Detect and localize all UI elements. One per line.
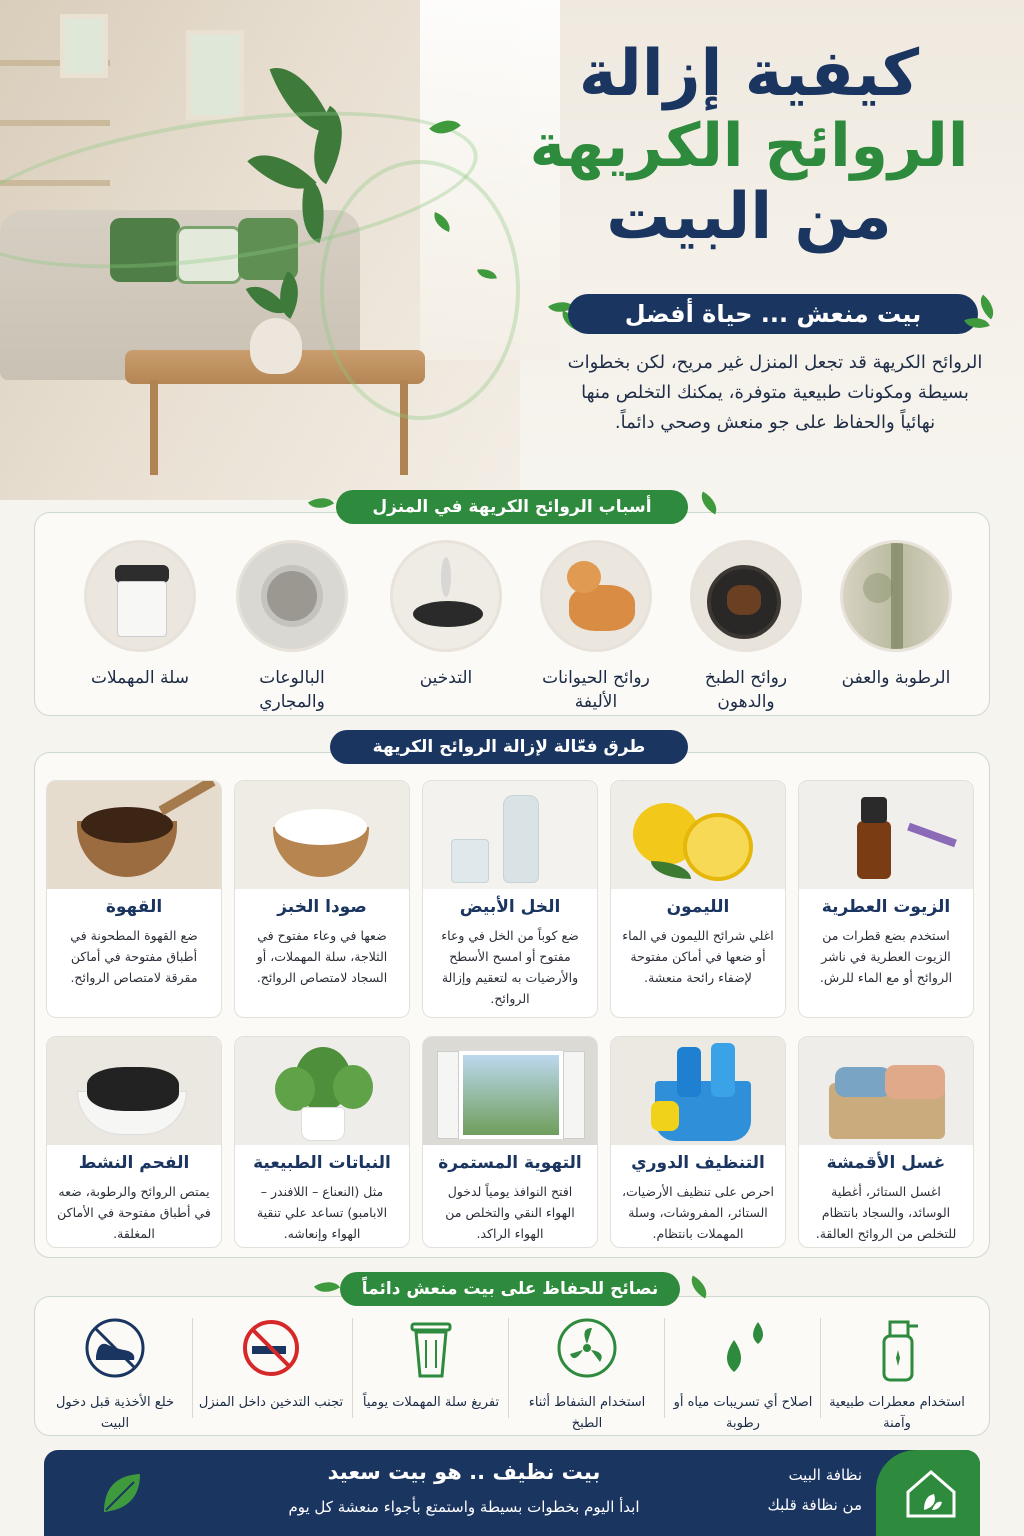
cause-pets <box>536 540 656 714</box>
cause-label: البالوعات والمجاري <box>259 668 325 712</box>
method-desc: افتح النوافذ يومياً لدخول الهواء النقي والتخلص من الهواء الراكد. <box>445 1184 575 1241</box>
tip-remove-shoes <box>40 1314 190 1434</box>
charcoal-bowl-image <box>47 1037 221 1145</box>
method-card-wash-fabrics <box>798 1036 974 1248</box>
cause-drains <box>232 540 352 714</box>
method-title: صودا الخبز <box>277 897 367 917</box>
cleaning-bucket-image <box>611 1037 785 1145</box>
method-card-ventilation <box>422 1036 598 1248</box>
method-card-coffee <box>46 780 222 1018</box>
footer-slogan-line1: نظافة البيت <box>788 1466 862 1484</box>
tip-label: استخدام الشفاط أثناء الطبخ <box>528 1395 646 1431</box>
method-title: الزيوت العطرية <box>821 897 951 917</box>
tip-exhaust-fan <box>512 1314 662 1434</box>
potted-plant-image <box>235 1037 409 1145</box>
burnt-pan-image <box>690 540 802 652</box>
vase <box>250 318 302 374</box>
open-window-image <box>423 1037 597 1145</box>
cause-label: التدخين <box>419 668 473 688</box>
method-desc: احرص على تنظيف الأرضيات، الستائر، المفروشات، وسلة المهملات بانتظام. <box>622 1184 774 1241</box>
laundry-basket-image <box>799 1037 973 1145</box>
tip-fix-leaks <box>668 1314 818 1434</box>
method-title: غسل الأقمشة <box>826 1153 946 1173</box>
tip-label: اصلاح أي تسريبات مياه أو رطوبة <box>673 1395 813 1431</box>
cause-trash <box>80 540 200 690</box>
method-title: التهوية المستمرة <box>438 1153 582 1173</box>
trash-can-icon <box>356 1314 506 1386</box>
spray-bottle-icon <box>822 1314 972 1386</box>
lemon-image <box>611 781 785 889</box>
method-card-essential-oils <box>798 780 974 1018</box>
cat-image <box>540 540 652 652</box>
title-line-2: الروائح الكريهة <box>529 110 969 181</box>
baking-soda-image <box>235 781 409 889</box>
method-card-vinegar <box>422 780 598 1018</box>
method-card-lemon <box>610 780 786 1018</box>
footer-headline: بيت نظيف .. هو بيت سعيد <box>327 1460 601 1484</box>
cause-cooking <box>686 540 806 714</box>
method-title: الخل الأبيض <box>459 897 561 917</box>
coffee-image <box>47 781 221 889</box>
method-desc: استخدم بضع قطرات من الزيوت العطرية في ناشر الروائح أو مع الماء للرش. <box>819 928 953 985</box>
tip-label: خلع الأخذية قبل دخول البيت <box>55 1395 175 1431</box>
footer-subline: ابدأ اليوم بخطوات بسيطة واستمتع بأجواء منعشة كل يوم <box>288 1498 640 1516</box>
methods-heading: طرق فعّالة لإزالة الروائح الكريهة <box>330 730 688 764</box>
method-title: القهوة <box>105 897 163 917</box>
vinegar-image <box>423 781 597 889</box>
method-desc: ضع القهوة المطحونة في أطباق مفتوحة في أماكن مقرقة لامتصاص الروائح. <box>70 928 198 985</box>
method-desc: يمتص الروائح والرطوبة، ضعه في أطباق مفتوحة في الأماكن المغلقة. <box>57 1184 211 1241</box>
method-desc: مثل (النعناع – اللافندر – الابامبو) تساعد علي تنقية الهواء وإنعاشه. <box>256 1184 388 1241</box>
water-drops-icon <box>668 1314 818 1386</box>
tips-heading: نصائح للحفاظ على بيت منعش دائماً <box>340 1272 680 1306</box>
hero-section <box>0 0 1024 500</box>
cause-label: سلة المهملات <box>91 668 189 688</box>
method-title: الفحم النشط <box>78 1153 190 1173</box>
method-card-activated-charcoal <box>46 1036 222 1248</box>
method-desc: ضع كوباً من الخل في وعاء مفتوح أو امسح الأسطح والأرضيات به لتعقيم وإزالة الروائح. <box>441 928 579 1006</box>
method-desc: اغلي شرائح الليمون في الماء أو ضعها في أماكن مفتوحة لإضفاء رائحة منعشة. <box>622 928 774 985</box>
main-title <box>514 38 984 254</box>
drain-image <box>236 540 348 652</box>
tip-empty-trash <box>356 1314 506 1413</box>
cause-humidity <box>836 540 956 690</box>
cause-label: الرطوبة والعفن <box>841 668 951 688</box>
trash-bin-image <box>84 540 196 652</box>
method-card-regular-cleaning <box>610 1036 786 1248</box>
tip-no-smoking <box>196 1314 346 1413</box>
no-shoes-icon <box>40 1314 190 1386</box>
method-title: التنظيف الدوري <box>631 1153 765 1173</box>
essential-oil-image <box>799 781 973 889</box>
footer-slogan-line2: من نظافة قلبك <box>767 1496 862 1514</box>
method-desc: اغسل الستائر، أغطية الوسائد، والسجاد بانتظام للتخلص من الروائح العالقة. <box>815 1184 957 1241</box>
method-desc: ضعها في وعاء مفتوح في الثلاجة، سلة المهملات، أو السجاد لامتصاص الروائح. <box>256 928 388 985</box>
cause-smoking <box>386 540 506 690</box>
method-title: النباتات الطبيعية <box>253 1153 391 1173</box>
house-leaf-icon <box>902 1464 960 1522</box>
house-badge <box>876 1450 980 1536</box>
cause-label: روائح الطبخ والدهون <box>704 668 788 712</box>
method-title: الليمون <box>666 897 730 917</box>
method-card-baking-soda <box>234 780 410 1018</box>
ashtray-image <box>390 540 502 652</box>
title-line-1: كيفية إزالة <box>578 37 920 111</box>
intro-paragraph: الروائح الكريهة قد تجعل المنزل غير مريح، لكن بخطوات بسيطة ومكونات طبيعية متوفرة، يمكنك التخلص منها نهائياً والحفاظ على جو منعش وصحي دائماً. <box>567 352 983 433</box>
slogan-banner: بيت منعش ... حياة أفضل <box>568 294 978 334</box>
no-smoking-icon <box>196 1314 346 1386</box>
causes-heading: أسباب الروائح الكريهة في المنزل <box>336 490 688 524</box>
leaf-icon <box>96 1468 146 1518</box>
exhaust-fan-icon <box>512 1314 662 1386</box>
cause-label: روائح الحيوانات الأليفة <box>542 668 650 712</box>
title-line-3: من البيت <box>606 179 892 254</box>
method-card-natural-plants <box>234 1036 410 1248</box>
living-room-illustration <box>0 0 520 500</box>
mold-corner-image <box>840 540 952 652</box>
tip-label: استخدام معطرات طبيعية وآمنة <box>829 1395 965 1431</box>
leaf-icon <box>974 295 1000 320</box>
footer-banner <box>44 1450 980 1536</box>
tip-label: تفريغ سلة المهملات يومياً <box>362 1395 500 1410</box>
tip-natural-fresheners <box>822 1314 972 1434</box>
tip-label: تجنب التدخين داخل المنزل <box>198 1395 344 1410</box>
